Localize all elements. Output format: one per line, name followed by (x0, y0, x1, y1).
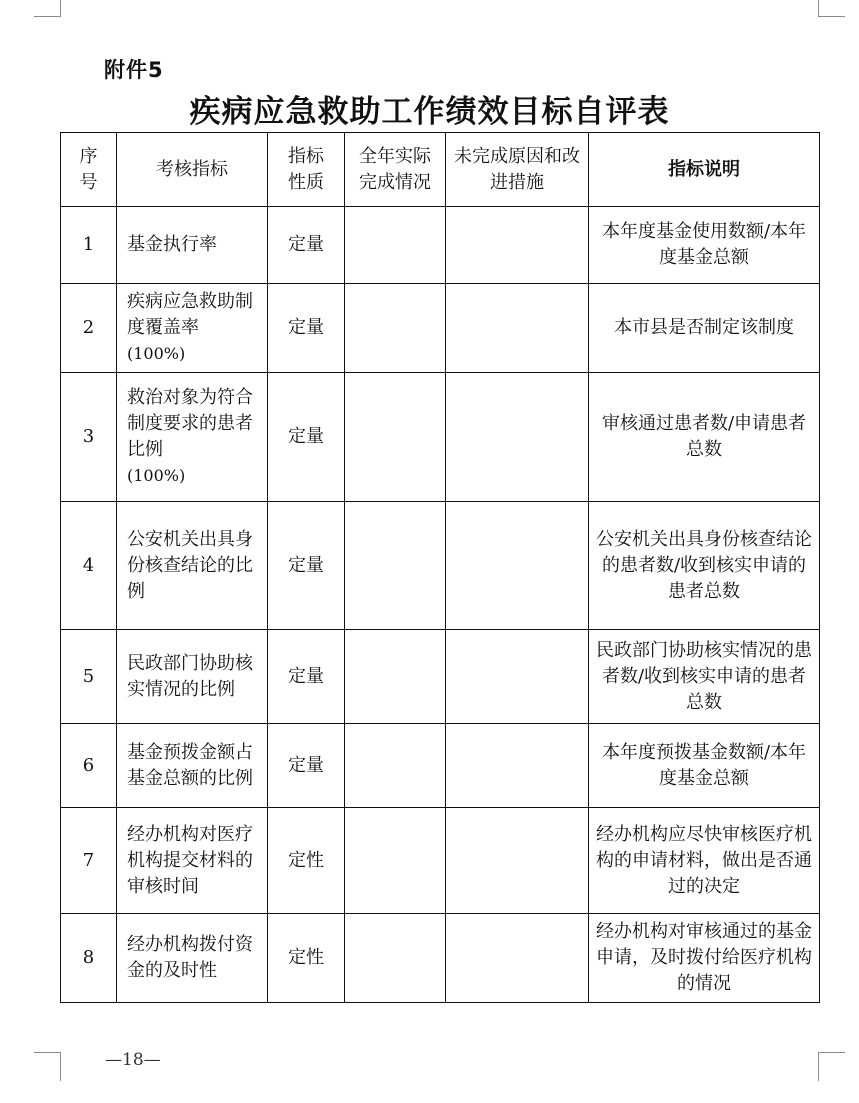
row-seq: 4 (61, 502, 117, 630)
row-description: 经办机构应尽快审核医疗机构的申请材料，做出是否通过的决定 (589, 808, 820, 914)
crop-mark-bottom-left (34, 1052, 61, 1081)
table-row (61, 502, 820, 630)
evaluation-table (60, 132, 820, 1003)
row-seq: 7 (61, 808, 117, 914)
row-description: 经办机构对审核通过的基金申请，及时拨付给医疗机构的情况 (589, 914, 820, 1003)
row-nature: 定量 (268, 724, 345, 808)
row-nature: 定量 (268, 630, 345, 724)
row-completion (345, 502, 446, 630)
table-row (61, 284, 820, 373)
row-description: 公安机关出具身份核查结论的患者数/收到核实申请的患者总数 (589, 502, 820, 630)
row-reason (446, 207, 589, 284)
row-indicator (117, 630, 268, 724)
row-seq: 3 (61, 373, 117, 502)
row-description: 审核通过患者数/申请患者总数 (589, 373, 820, 502)
row-nature: 定性 (268, 914, 345, 1003)
header-completion: 全年实际完成情况 (345, 133, 446, 207)
attachment-label: 附件5 (104, 58, 164, 82)
indicator-text: 基金预拨金额占基金总额的比例 (127, 741, 253, 789)
header-indicator: 考核指标 (117, 133, 268, 207)
row-nature: 定量 (268, 373, 345, 502)
row-seq: 8 (61, 914, 117, 1003)
row-nature: 定性 (268, 808, 345, 914)
table-row (61, 914, 820, 1003)
indicator-text: 疾病应急救助制度覆盖率 (127, 291, 253, 338)
row-description: 本年度基金使用数额/本年度基金总额 (589, 207, 820, 284)
row-indicator (117, 808, 268, 914)
indicator-text: 公安机关出具身份核查结论的比例 (127, 528, 253, 602)
row-completion (345, 808, 446, 914)
row-indicator (117, 284, 268, 373)
row-indicator (117, 724, 268, 808)
row-seq: 2 (61, 284, 117, 373)
row-completion (345, 284, 446, 373)
row-completion (345, 630, 446, 724)
table-row (61, 630, 820, 724)
crop-mark-bottom-right (818, 1052, 845, 1081)
row-completion (345, 207, 446, 284)
header-nature: 指标性质 (268, 133, 345, 207)
crop-mark-top-left (34, 0, 61, 17)
row-reason (446, 724, 589, 808)
header-description: 指标说明 (589, 133, 820, 207)
page-title: 疾病应急救助工作绩效目标自评表 (189, 94, 670, 130)
header-row (61, 133, 820, 207)
indicator-note: (100%) (127, 466, 186, 485)
table-row (61, 207, 820, 284)
row-reason (446, 502, 589, 630)
row-reason (446, 284, 589, 373)
crop-mark-top-right (818, 0, 845, 17)
row-indicator (117, 914, 268, 1003)
row-description: 民政部门协助核实情况的患者数/收到核实申请的患者总数 (589, 630, 820, 724)
header-seq: 序号 (61, 133, 117, 207)
page-number: —18— (105, 1050, 161, 1070)
row-seq: 6 (61, 724, 117, 808)
row-indicator (117, 207, 268, 284)
indicator-text: 民政部门协助核实情况的比例 (127, 652, 253, 700)
row-nature: 定量 (268, 502, 345, 630)
header-reason: 未完成原因和改进措施 (446, 133, 589, 207)
row-seq: 1 (61, 207, 117, 284)
row-completion (345, 914, 446, 1003)
table-row (61, 724, 820, 808)
row-nature: 定量 (268, 207, 345, 284)
indicator-note: (100%) (127, 344, 186, 363)
row-indicator (117, 373, 268, 502)
row-nature: 定量 (268, 284, 345, 373)
row-reason (446, 808, 589, 914)
row-description: 本市县是否制定该制度 (589, 284, 820, 373)
row-reason (446, 630, 589, 724)
indicator-text: 经办机构拨付资金的及时性 (127, 934, 253, 981)
row-reason (446, 373, 589, 502)
row-reason (446, 914, 589, 1003)
indicator-text: 救治对象为符合制度要求的患者比例 (127, 387, 253, 460)
indicator-text: 经办机构对医疗机构提交材料的审核时间 (127, 823, 253, 897)
table-row (61, 373, 820, 502)
row-completion (345, 373, 446, 502)
row-seq: 5 (61, 630, 117, 724)
row-indicator (117, 502, 268, 630)
row-description: 本年度预拨基金数额/本年度基金总额 (589, 724, 820, 808)
row-completion (345, 724, 446, 808)
indicator-text: 基金执行率 (127, 234, 217, 255)
table-row (61, 808, 820, 914)
